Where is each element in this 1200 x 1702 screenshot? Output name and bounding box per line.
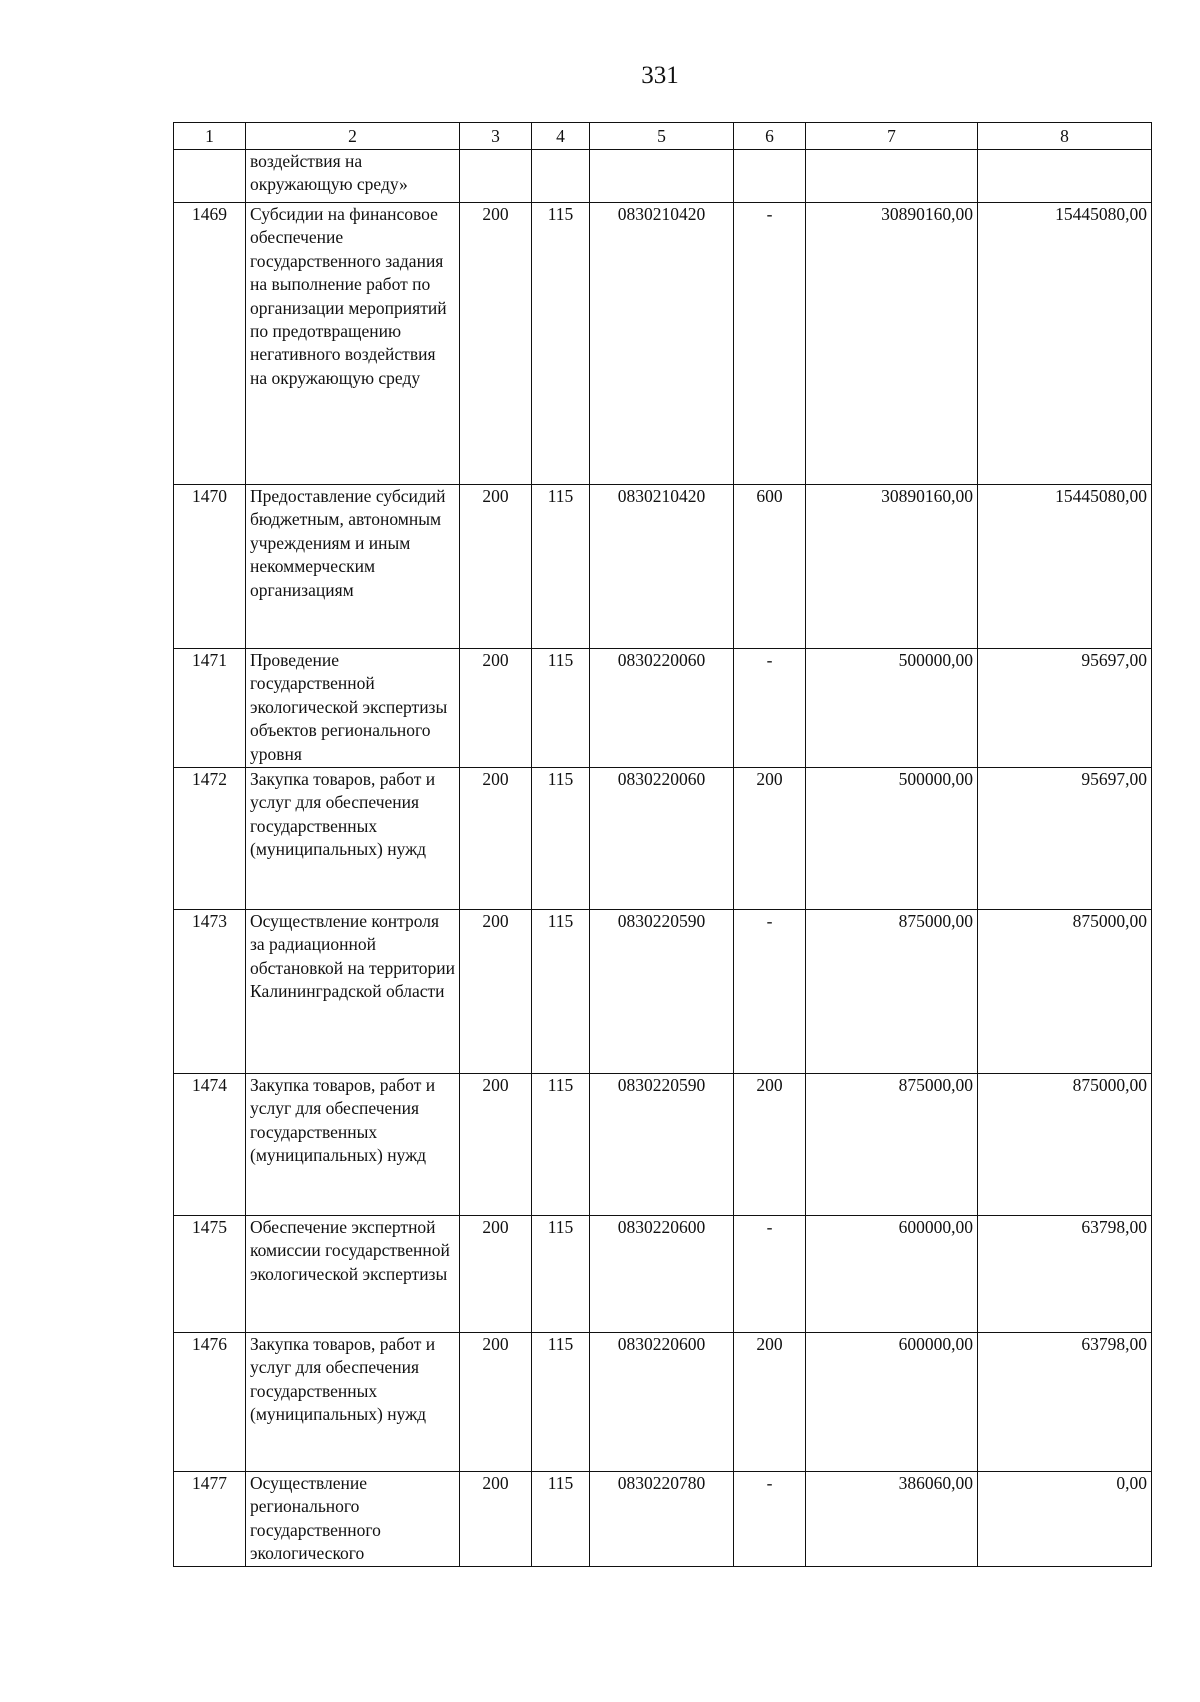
target-article-cell: 0830220060 (590, 649, 734, 768)
subsection-code-cell: 115 (532, 1333, 590, 1472)
target-article-cell: 0830210420 (590, 203, 734, 485)
target-article-cell: 0830220060 (590, 768, 734, 910)
row-number-cell: 1470 (174, 485, 246, 649)
expense-type-cell: - (734, 649, 806, 768)
column-header: 5 (590, 123, 734, 150)
amount-planned-cell: 875000,00 (806, 1074, 978, 1216)
target-article-cell: 0830220590 (590, 910, 734, 1074)
row-name-cell: Обеспечение экспертной комиссии государственной экологической экспертизы (246, 1216, 460, 1333)
expense-type-cell: - (734, 1216, 806, 1333)
target-article-cell (590, 150, 734, 203)
target-article-cell: 0830220780 (590, 1472, 734, 1567)
section-code-cell: 200 (460, 768, 532, 910)
row-number-cell: 1471 (174, 649, 246, 768)
subsection-code-cell: 115 (532, 1216, 590, 1333)
target-article-cell: 0830220600 (590, 1216, 734, 1333)
table-row (174, 910, 1152, 1074)
row-name-cell: воздействия на окружающую среду» (246, 150, 460, 203)
table-row (174, 649, 1152, 768)
column-header: 4 (532, 123, 590, 150)
subsection-code-cell (532, 150, 590, 203)
amount-planned-cell: 30890160,00 (806, 485, 978, 649)
column-header: 7 (806, 123, 978, 150)
expense-type-cell (734, 150, 806, 203)
row-name-cell: Проведение государственной экологической экспертизы объектов регионального уровня (246, 649, 460, 768)
amount-planned-cell: 386060,00 (806, 1472, 978, 1567)
budget-table (173, 122, 1152, 1567)
row-name-cell: Осуществление контроля за радиационной обстановкой на территории Калининградской области (246, 910, 460, 1074)
table-row (174, 1074, 1152, 1216)
amount-planned-cell: 30890160,00 (806, 203, 978, 485)
subsection-code-cell: 115 (532, 1074, 590, 1216)
page-number: 331 (641, 62, 679, 89)
expense-type-cell: - (734, 910, 806, 1074)
section-code-cell: 200 (460, 1216, 532, 1333)
amount-planned-cell: 600000,00 (806, 1333, 978, 1472)
expense-type-cell: 200 (734, 1333, 806, 1472)
row-number-cell: 1477 (174, 1472, 246, 1567)
row-number-cell: 1476 (174, 1333, 246, 1472)
row-name-cell: Осуществление регионального государственного экологического (246, 1472, 460, 1567)
amount-executed-cell: 15445080,00 (978, 485, 1152, 649)
row-number-cell: 1475 (174, 1216, 246, 1333)
table-row (174, 150, 1152, 203)
table-row (174, 203, 1152, 485)
column-header: 8 (978, 123, 1152, 150)
target-article-cell: 0830210420 (590, 485, 734, 649)
column-header: 1 (174, 123, 246, 150)
amount-planned-cell: 875000,00 (806, 910, 978, 1074)
amount-planned-cell: 500000,00 (806, 649, 978, 768)
amount-planned-cell: 500000,00 (806, 768, 978, 910)
expense-type-cell: 200 (734, 768, 806, 910)
amount-executed-cell: 95697,00 (978, 768, 1152, 910)
section-code-cell (460, 150, 532, 203)
section-code-cell: 200 (460, 1472, 532, 1567)
expense-type-cell: 200 (734, 1074, 806, 1216)
section-code-cell: 200 (460, 1074, 532, 1216)
row-name-cell: Предоставление субсидий бюджетным, автономным учреждениям и иным некоммерческим организациям (246, 485, 460, 649)
row-number-cell: 1472 (174, 768, 246, 910)
amount-executed-cell: 15445080,00 (978, 203, 1152, 485)
amount-executed-cell: 95697,00 (978, 649, 1152, 768)
amount-executed-cell: 0,00 (978, 1472, 1152, 1567)
expense-type-cell: - (734, 203, 806, 485)
header-row (174, 123, 1152, 150)
column-header: 3 (460, 123, 532, 150)
subsection-code-cell: 115 (532, 910, 590, 1074)
subsection-code-cell: 115 (532, 768, 590, 910)
row-number-cell: 1473 (174, 910, 246, 1074)
expense-type-cell: - (734, 1472, 806, 1567)
amount-executed-cell: 63798,00 (978, 1216, 1152, 1333)
table-row (174, 768, 1152, 910)
amount-executed-cell (978, 150, 1152, 203)
section-code-cell: 200 (460, 485, 532, 649)
section-code-cell: 200 (460, 1333, 532, 1472)
row-name-cell: Субсидии на финансовое обеспечение государственного задания на выполнение работ по организации мероприятий по предотвращению негативного воздействия на окружающую среду (246, 203, 460, 485)
column-header: 2 (246, 123, 460, 150)
row-name-cell: Закупка товаров, работ и услуг для обеспечения государственных (муниципальных) нужд (246, 768, 460, 910)
amount-planned-cell: 600000,00 (806, 1216, 978, 1333)
amount-executed-cell: 875000,00 (978, 910, 1152, 1074)
row-name-cell: Закупка товаров, работ и услуг для обеспечения государственных (муниципальных) нужд (246, 1074, 460, 1216)
subsection-code-cell: 115 (532, 1472, 590, 1567)
row-number-cell: 1474 (174, 1074, 246, 1216)
section-code-cell: 200 (460, 649, 532, 768)
table-row (174, 1216, 1152, 1333)
section-code-cell: 200 (460, 910, 532, 1074)
expense-type-cell: 600 (734, 485, 806, 649)
column-header: 6 (734, 123, 806, 150)
amount-executed-cell: 63798,00 (978, 1333, 1152, 1472)
subsection-code-cell: 115 (532, 203, 590, 485)
table-row (174, 1333, 1152, 1472)
amount-planned-cell (806, 150, 978, 203)
table-row (174, 1472, 1152, 1567)
target-article-cell: 0830220590 (590, 1074, 734, 1216)
target-article-cell: 0830220600 (590, 1333, 734, 1472)
amount-executed-cell: 875000,00 (978, 1074, 1152, 1216)
subsection-code-cell: 115 (532, 649, 590, 768)
row-number-cell: 1469 (174, 203, 246, 485)
table-row (174, 485, 1152, 649)
row-number-cell (174, 150, 246, 203)
row-name-cell: Закупка товаров, работ и услуг для обеспечения государственных (муниципальных) нужд (246, 1333, 460, 1472)
subsection-code-cell: 115 (532, 485, 590, 649)
section-code-cell: 200 (460, 203, 532, 485)
